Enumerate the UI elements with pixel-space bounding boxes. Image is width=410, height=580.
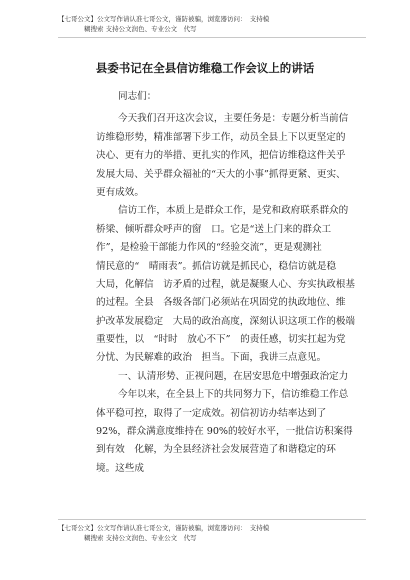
body-line: 大局，化解信 访矛盾的过程，就是凝聚人心、夯实执政根基 bbox=[96, 278, 356, 290]
header-line-2: 糊搜索 支持公文润色、专业公文 代写 bbox=[84, 25, 197, 33]
watermark-footer bbox=[58, 523, 366, 543]
body-line: 桥梁、倾听群众呼声的窗 口。它是“送上门来的群众工 bbox=[96, 223, 332, 235]
body-line: 分忧、为民解难的政治 担当。下面，我讲三点意见。 bbox=[96, 352, 327, 364]
document-body bbox=[96, 88, 358, 478]
body-line: 重要性，以 “时时 放心不下” 的责任感，切实扛起为党 bbox=[96, 334, 346, 346]
body-line: 境。这些成 bbox=[96, 462, 144, 474]
body-line: 92%，群众满意度维持在 90%的较好水平，一批信访积案得 bbox=[96, 426, 353, 438]
body-line: 决心、更有力的举措、更扎实的作风，把信访维稳这件关乎 bbox=[96, 150, 346, 162]
footer-line-1: 【七哥公文】公文写作请认准七哥公文，谨防被骗，浏览器访问： 支持模 bbox=[58, 524, 270, 532]
body-line: 今天我们召开这次会议，主要任务是：专题分析当前信 bbox=[118, 113, 349, 125]
body-line: 更有成效。 bbox=[96, 186, 144, 198]
body-line: 发展大局、关乎群众福祉的“天大的小事”抓得更紧、更实、 bbox=[96, 168, 346, 180]
watermark-header bbox=[58, 14, 366, 34]
body-line: 作”，是检验干部能力作风的“经验交流”，更是观测社 bbox=[96, 242, 322, 254]
body-line: 到有效 化解，为全县经济社会发展营造了和谐稳定的环 bbox=[96, 444, 336, 456]
document-title: 县委书记在全县信访维稳工作会议上的讲话 bbox=[95, 61, 315, 75]
body-line: 情民意的“ 晴雨表”。抓信访就是抓民心，稳信访就是稳 bbox=[96, 260, 337, 272]
body-line: 的过程。全县 各级各部门必须站在巩固党的执政地位、维 bbox=[96, 297, 346, 309]
body-line: 访维稳形势，精准部署下步工作，动员全县上下以更坚定的 bbox=[96, 131, 346, 143]
body-lines bbox=[96, 110, 358, 478]
body-line: 信访工作，本质上是群众工作，是党和政府联系群众的 bbox=[118, 205, 349, 217]
footer-divider bbox=[58, 519, 366, 520]
header-divider bbox=[58, 37, 366, 38]
footer-line-2: 糊搜索 支持公文润色、专业公文 代写 bbox=[84, 534, 197, 542]
body-line: 护改革发展稳定 大局的政治高度，深刻认识这项工作的极端 bbox=[96, 315, 356, 327]
body-line: 体平稳可控，取得了一定成效。初信初访办结率达到了 bbox=[96, 407, 327, 419]
body-line: 今年以来，在全县上下的共同努力下，信访维稳工作总 bbox=[118, 389, 349, 401]
body-line: 一、认清形势、正视问题，在居安思危中增强政治定力 bbox=[118, 370, 349, 382]
greeting: 同志们： bbox=[118, 91, 157, 102]
header-line-1: 【七哥公文】公文写作请认准七哥公文，谨防被骗，浏览器访问： 支持模 bbox=[58, 15, 270, 23]
